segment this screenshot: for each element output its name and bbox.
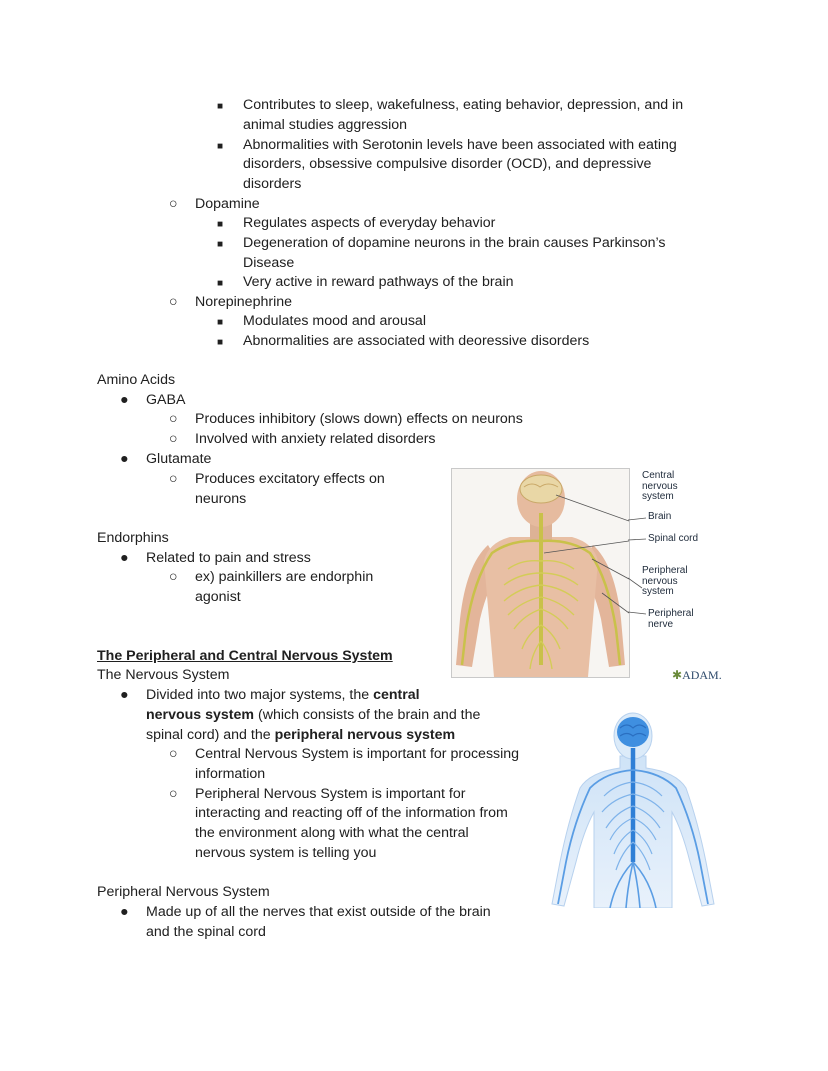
circle-bullet: ○ xyxy=(169,746,178,762)
gaba-title: GABA xyxy=(146,392,186,408)
glutamate-title: Glutamate xyxy=(146,451,212,467)
list-item: Produces inhibitory (slows down) effects on neurons xyxy=(195,411,523,427)
label-central-nervous-system: Central nervous system xyxy=(642,470,678,502)
square-bullet: ■ xyxy=(217,219,224,230)
list-item: Abnormalities are associated with deoressive disorders xyxy=(243,333,590,349)
list-item: agonist xyxy=(195,589,241,605)
list-item: disorders xyxy=(243,176,302,192)
circle-bullet: ○ xyxy=(169,411,178,427)
list-item: nervous system (which consists of the brain and the xyxy=(146,707,481,723)
dot-bullet: ● xyxy=(120,451,129,467)
square-bullet: ■ xyxy=(217,239,224,250)
label-brain: Brain xyxy=(648,511,672,522)
nervous-system-figure xyxy=(451,468,630,678)
list-item: spinal cord) and the peripheral nervous system xyxy=(146,727,456,743)
dot-bullet: ● xyxy=(120,904,129,920)
label-peripheral-nervous-system: Peripheral nervous system xyxy=(642,565,688,597)
human-nervous-system-illustration xyxy=(452,469,629,677)
square-bullet: ■ xyxy=(217,278,224,289)
list-item: disorders, obsessive compulsive disorder (OCD), and depressive xyxy=(243,156,652,172)
dot-bullet: ● xyxy=(120,687,129,703)
square-bullet: ■ xyxy=(217,141,224,152)
circle-bullet: ○ xyxy=(169,294,178,310)
list-item: Peripheral Nervous System is important for xyxy=(195,786,466,802)
norepinephrine-title: Norepinephrine xyxy=(195,294,293,310)
label-spinal-cord: Spinal cord xyxy=(648,533,699,544)
list-item: the environment along with what the central xyxy=(195,825,469,841)
section-heading-pcns: The Peripheral and Central Nervous System xyxy=(97,648,393,664)
list-item: neurons xyxy=(195,491,247,507)
list-item: ex) painkillers are endorphin xyxy=(195,569,374,585)
circle-bullet: ○ xyxy=(169,196,178,212)
list-item: Related to pain and stress xyxy=(146,550,311,566)
list-item: Made up of all the nerves that exist outside of the brain xyxy=(146,904,491,920)
list-item: Regulates aspects of everyday behavior xyxy=(243,215,496,231)
list-item: Abnormalities with Serotonin levels have been associated with eating xyxy=(243,137,677,153)
list-item: and the spinal cord xyxy=(146,924,266,940)
list-item: Divided into two major systems, the central xyxy=(146,687,420,703)
list-item: animal studies aggression xyxy=(243,117,408,133)
adam-logo: ✱ADAM. xyxy=(672,668,722,682)
list-item: Disease xyxy=(243,255,295,271)
subheading-nervous-system: The Nervous System xyxy=(97,667,230,683)
square-bullet: ■ xyxy=(217,101,224,112)
list-item: Involved with anxiety related disorders xyxy=(195,431,436,447)
dot-bullet: ● xyxy=(120,392,129,408)
list-item: Very active in reward pathways of the brain xyxy=(243,274,514,290)
list-item: Degeneration of dopamine neurons in the brain causes Parkinson’s xyxy=(243,235,666,251)
list-item: Contributes to sleep, wakefulness, eating behavior, depression, and in xyxy=(243,97,684,113)
square-bullet: ■ xyxy=(217,337,224,348)
dot-bullet: ● xyxy=(120,550,129,566)
square-bullet: ■ xyxy=(217,317,224,328)
leaf-icon: ✱ xyxy=(672,668,683,682)
circle-bullet: ○ xyxy=(169,471,178,487)
section-heading-amino-acids: Amino Acids xyxy=(97,372,176,388)
list-item: information xyxy=(195,766,266,782)
circle-bullet: ○ xyxy=(169,786,178,802)
label-peripheral-nerve: Peripheral nerve xyxy=(648,608,694,630)
blue-nervous-system-illustration xyxy=(550,712,716,908)
section-heading-endorphins: Endorphins xyxy=(97,530,169,546)
section-heading-pns: Peripheral Nervous System xyxy=(97,884,270,900)
list-item: interacting and reacting off of the information from xyxy=(195,805,508,821)
list-item: Produces excitatory effects on xyxy=(195,471,385,487)
list-item: Modulates mood and arousal xyxy=(243,313,426,329)
dopamine-title: Dopamine xyxy=(195,196,260,212)
circle-bullet: ○ xyxy=(169,569,178,585)
list-item: nervous system is telling you xyxy=(195,845,377,861)
list-item: Central Nervous System is important for processing xyxy=(195,746,520,762)
circle-bullet: ○ xyxy=(169,431,178,447)
